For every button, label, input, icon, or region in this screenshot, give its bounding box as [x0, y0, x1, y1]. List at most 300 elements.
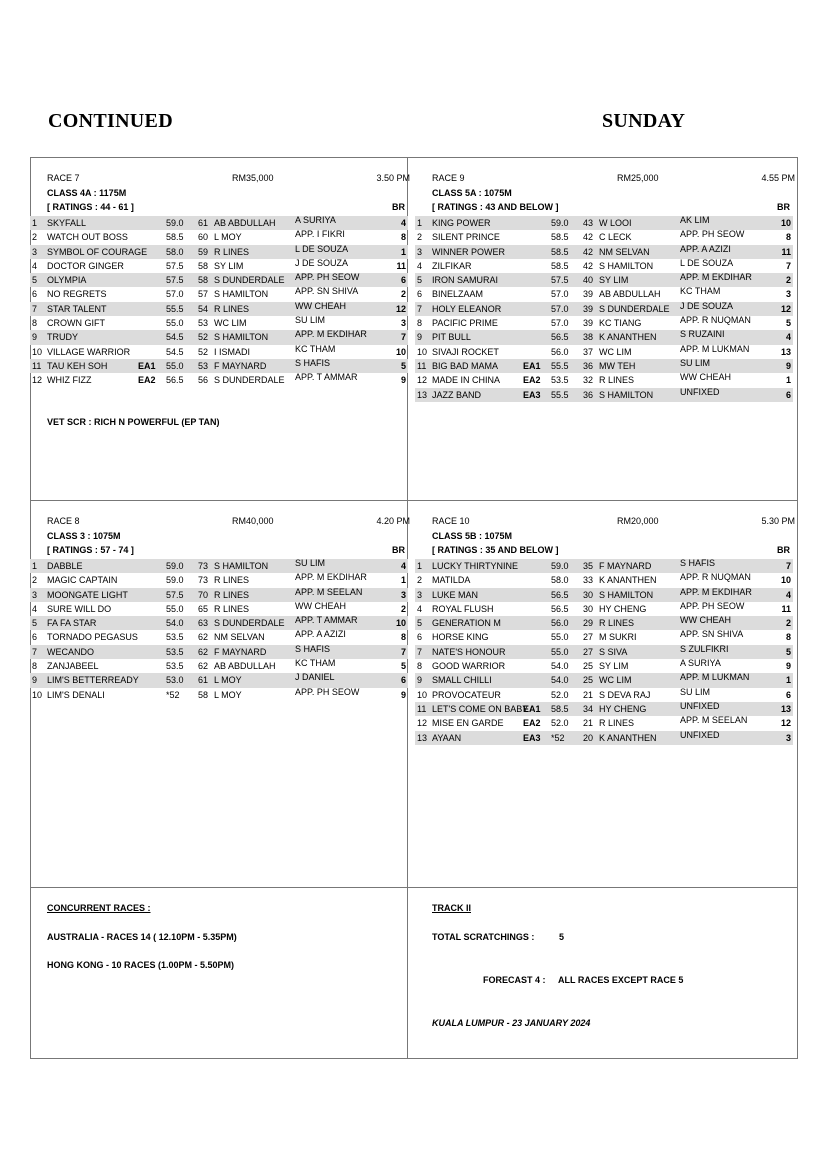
barrier: 3: [400, 589, 406, 600]
horse-name: MADE IN CHINA: [432, 375, 501, 386]
barrier: 8: [785, 232, 791, 243]
forecast-value: ALL RACES EXCEPT RACE 5: [558, 975, 684, 985]
weight: 57.0: [551, 318, 569, 329]
track-label: TRACK II: [432, 903, 471, 913]
runner-table: [30, 216, 408, 388]
weight: 53.5: [166, 632, 184, 643]
concurrent-hongkong: HONG KONG - 10 RACES (1.00PM - 5.50PM): [47, 960, 235, 970]
rating: 60: [198, 232, 209, 243]
jockey: KC TIANG: [599, 318, 642, 329]
jockey: S SIVA: [599, 646, 628, 657]
rating: 53: [198, 318, 209, 329]
trainer: A SURIYA: [680, 658, 721, 669]
weight: 58.5: [551, 703, 569, 714]
horse-name: FA FA STAR: [47, 618, 97, 629]
horse-name: KING POWER: [432, 218, 491, 228]
jockey: K ANANTHEN: [599, 575, 657, 586]
runner-number: 12: [32, 375, 43, 386]
runner-number: 12: [417, 375, 428, 386]
weight: 55.0: [166, 318, 184, 329]
trainer: KC THAM: [295, 343, 336, 354]
horse-name: PACIFIC PRIME: [432, 318, 498, 329]
horse-name: HOLY ELEANOR: [432, 303, 502, 314]
runner-number: 6: [32, 289, 38, 300]
table-row: [415, 230, 793, 244]
weight: 57.0: [166, 289, 184, 300]
row-divider-1: [30, 500, 798, 501]
header-continued: CONTINUED: [48, 110, 173, 132]
runner-number: 3: [32, 246, 38, 257]
horse-name: TORNADO PEGASUS: [47, 632, 138, 643]
rating: 63: [198, 618, 209, 629]
jockey: C LECK: [599, 232, 632, 243]
horse-name: ZILFIKAR: [432, 260, 472, 271]
jockey: AB ABDULLAH: [599, 289, 661, 300]
weight: 56.0: [551, 618, 569, 629]
rating: 20: [583, 732, 594, 743]
weight: 55.0: [166, 360, 184, 371]
barrier: 5: [785, 318, 791, 329]
weight: 59.0: [166, 561, 184, 571]
barrier: 9: [400, 375, 406, 386]
runner-number: 10: [417, 689, 428, 700]
race-title: RACE 9: [432, 173, 465, 183]
race-title: RACE 7: [47, 173, 80, 183]
weight: 57.5: [166, 589, 184, 600]
rating: 73: [198, 575, 209, 586]
trainer: APP. A AZIZI: [680, 243, 731, 254]
horse-name: LIM'S BETTERREADY: [47, 675, 139, 686]
table-row: [415, 673, 793, 687]
table-row: [30, 216, 408, 230]
barrier: 7: [400, 332, 406, 343]
horse-name: WINNER POWER: [432, 246, 505, 257]
horse-name: SKYFALL: [47, 218, 87, 228]
trainer: APP. M EKDIHAR: [295, 329, 367, 340]
jockey: MW TEH: [599, 360, 636, 371]
weight: 53.5: [166, 661, 184, 672]
runner-number: 5: [32, 275, 38, 286]
jockey: R LINES: [599, 718, 635, 729]
place-date: KUALA LUMPUR - 23 JANUARY 2024: [432, 1018, 591, 1028]
trainer: S HAFIS: [295, 643, 331, 654]
rating: 40: [583, 275, 594, 286]
table-row: [415, 716, 793, 730]
barrier: 9: [400, 689, 406, 700]
trainer: SU LIM: [295, 315, 326, 326]
horse-name: LET'S COME ON BABY: [432, 703, 529, 714]
barrier: 10: [395, 618, 406, 629]
runner-number: 8: [417, 318, 423, 329]
table-row: [415, 359, 793, 373]
runner-number: 5: [32, 618, 38, 629]
barrier: 6: [785, 689, 791, 700]
jockey: S DUNDERDALE: [214, 275, 285, 286]
jockey: W LOOI: [599, 218, 632, 228]
barrier: 6: [400, 675, 406, 686]
table-row: [415, 731, 793, 745]
barrier: 1: [785, 675, 791, 686]
runner-number: 2: [32, 575, 38, 586]
table-row: [30, 287, 408, 301]
trainer: SU LIM: [680, 357, 711, 368]
barrier: 6: [400, 275, 406, 286]
rating: 27: [583, 632, 594, 643]
runner-number: 4: [32, 260, 38, 271]
barrier: 8: [785, 632, 791, 643]
runner-number: 7: [32, 646, 38, 657]
race-title: RACE 8: [47, 516, 80, 526]
horse-name: DOCTOR GINGER: [47, 260, 124, 271]
trainer: APP. M SEELAN: [680, 715, 748, 726]
jockey: S HAMILTON: [599, 589, 654, 600]
weight: 58.0: [551, 575, 569, 586]
rating: 58: [198, 260, 209, 271]
horse-name: WHIZ FIZZ: [47, 375, 92, 386]
race-prize: RM25,000: [617, 173, 659, 183]
jockey: NM SELVAN: [214, 632, 265, 643]
race-rating: [ RATINGS : 35 AND BELOW ]: [432, 545, 559, 555]
jockey: AB ABDULLAH: [214, 218, 276, 228]
runner-number: 8: [417, 661, 423, 672]
horse-name: MAGIC CAPTAIN: [47, 575, 118, 586]
weight: 54.5: [166, 332, 184, 343]
weight: 53.5: [551, 375, 569, 386]
weight: 58.5: [166, 232, 184, 243]
jockey: R LINES: [214, 603, 250, 614]
weight: 58.5: [551, 246, 569, 257]
jockey: S DEVA RAJ: [599, 689, 651, 700]
rating: 52: [198, 346, 209, 357]
race-time: 4.55 PM: [761, 173, 795, 183]
jockey: R LINES: [214, 575, 250, 586]
emergency-code: EA2: [138, 375, 156, 386]
weight: 59.0: [166, 218, 184, 228]
rating: 33: [583, 575, 594, 586]
horse-name: BIG BAD MAMA: [432, 360, 499, 371]
weight: 57.0: [551, 289, 569, 300]
table-row: [415, 602, 793, 616]
trainer: KC THAM: [295, 658, 336, 669]
trainer: APP. M EKDIHAR: [680, 272, 752, 283]
barrier: 13: [780, 703, 791, 714]
barrier-header: BR: [392, 202, 405, 212]
rating: 25: [583, 675, 594, 686]
barrier: 12: [395, 303, 406, 314]
jockey: S DUNDERDALE: [599, 303, 670, 314]
table-row: [415, 630, 793, 644]
trainer: APP. M EKDIHAR: [295, 572, 367, 583]
barrier: 12: [780, 718, 791, 729]
weight: 55.0: [551, 632, 569, 643]
barrier: 9: [785, 360, 791, 371]
jockey: F MAYNARD: [214, 360, 267, 371]
race-class: CLASS 3 : 1075M: [47, 531, 121, 541]
barrier: 5: [400, 661, 406, 672]
emergency-code: EA1: [523, 360, 541, 371]
rating: 56: [198, 375, 209, 386]
horse-name: ROYAL FLUSH: [432, 603, 494, 614]
runner-number: 9: [32, 332, 38, 343]
rating: 59: [198, 246, 209, 257]
runner-number: 6: [32, 632, 38, 643]
runner-number: 13: [417, 389, 428, 400]
trainer: UNFIXED: [680, 386, 720, 397]
runner-number: 6: [417, 289, 423, 300]
barrier: 2: [785, 618, 791, 629]
weight: 57.0: [551, 303, 569, 314]
trainer: WW CHEAH: [680, 372, 731, 383]
race-time: 4.20 PM: [376, 516, 410, 526]
barrier: 4: [785, 332, 791, 343]
trainer: S RUZAINI: [680, 329, 725, 340]
rating: 39: [583, 318, 594, 329]
rating: 29: [583, 618, 594, 629]
runner-number: 9: [417, 332, 423, 343]
trainer: J DE SOUZA: [295, 257, 349, 268]
table-row: [30, 616, 408, 630]
barrier: 7: [400, 646, 406, 657]
runner-number: 5: [417, 275, 423, 286]
total-scratchings-value: 5: [559, 932, 565, 942]
race-time: 5.30 PM: [761, 516, 795, 526]
trainer: APP. M EKDIHAR: [680, 586, 752, 597]
jockey: SY LIM: [599, 275, 629, 286]
trainer: SU LIM: [295, 558, 326, 568]
runner-number: 4: [417, 603, 423, 614]
barrier-header: BR: [777, 545, 790, 555]
horse-name: MOONGATE LIGHT: [47, 589, 128, 600]
rating: 30: [583, 589, 594, 600]
barrier: 4: [785, 589, 791, 600]
runner-number: 3: [417, 246, 423, 257]
weight: 54.0: [166, 618, 184, 629]
trainer: S ZULFIKRI: [680, 643, 729, 654]
runner-number: 1: [417, 218, 423, 228]
runner-number: 8: [32, 661, 38, 672]
barrier: 6: [785, 389, 791, 400]
weight: *52: [166, 689, 180, 700]
horse-name: AYAAN: [432, 732, 462, 743]
jockey: HY CHENG: [599, 703, 647, 714]
header-sunday: SUNDAY: [602, 110, 686, 132]
runner-number: 7: [417, 646, 423, 657]
jockey: K ANANTHEN: [599, 732, 657, 743]
weight: 55.5: [551, 389, 569, 400]
concurrent-races-title: CONCURRENT RACES :: [47, 903, 151, 913]
weight: 56.5: [166, 375, 184, 386]
total-scratchings-label: TOTAL SCRATCHINGS :: [432, 932, 535, 942]
runner-number: 2: [417, 575, 423, 586]
runner-number: 4: [32, 603, 38, 614]
runner-number: 9: [417, 675, 423, 686]
jockey: L MOY: [214, 689, 242, 700]
trainer: APP. PH SEOW: [295, 272, 360, 283]
barrier: 11: [396, 260, 406, 271]
table-row: [30, 345, 408, 359]
weight: 56.5: [551, 603, 569, 614]
horse-name: JAZZ BAND: [432, 389, 482, 400]
horse-name: CROWN GIFT: [47, 318, 105, 329]
barrier: 12: [780, 303, 791, 314]
runner-number: 10: [32, 689, 43, 700]
runner-number: 4: [417, 260, 423, 271]
concurrent-australia: AUSTRALIA - RACES 14 ( 12.10PM - 5.35PM): [47, 932, 237, 942]
barrier: 13: [780, 346, 791, 357]
horse-name: MISE EN GARDE: [432, 718, 504, 729]
rating: 36: [583, 389, 594, 400]
trainer: SU LIM: [680, 686, 711, 697]
rating: 32: [583, 375, 594, 386]
jockey: L MOY: [214, 232, 242, 243]
rating: 42: [583, 260, 594, 271]
runner-number: 12: [417, 718, 428, 729]
jockey: R LINES: [214, 589, 250, 600]
horse-name: PROVOCATEUR: [432, 689, 501, 700]
jockey: HY CHENG: [599, 603, 647, 614]
table-row: [415, 245, 793, 259]
horse-name: BINELZAAM: [432, 289, 484, 300]
barrier: 2: [400, 603, 406, 614]
table-row: [415, 373, 793, 387]
horse-name: MATILDA: [432, 575, 471, 586]
horse-name: NATE'S HONOUR: [432, 646, 506, 657]
jockey: S HAMILTON: [214, 289, 269, 300]
runner-number: 7: [417, 303, 423, 314]
emergency-code: EA2: [523, 375, 541, 386]
weight: 55.5: [551, 360, 569, 371]
emergency-code: EA1: [523, 703, 541, 714]
race-title: RACE 10: [432, 516, 470, 526]
table-row: [30, 688, 408, 702]
jockey: S DUNDERDALE: [214, 618, 285, 629]
weight: 53.5: [166, 646, 184, 657]
table-row: [415, 287, 793, 301]
rating: 21: [583, 718, 594, 729]
runner-number: 3: [32, 589, 38, 600]
barrier: 4: [400, 218, 406, 228]
horse-name: WATCH OUT BOSS: [47, 232, 128, 243]
runner-number: 11: [417, 360, 427, 371]
race-rating: [ RATINGS : 43 AND BELOW ]: [432, 202, 559, 212]
table-row: [415, 345, 793, 359]
runner-number: 1: [32, 561, 38, 571]
jockey: F MAYNARD: [599, 561, 652, 571]
horse-name: LUKE MAN: [432, 589, 479, 600]
weight: 56.5: [551, 332, 569, 343]
trainer: A SURIYA: [295, 215, 336, 225]
rating: 36: [583, 360, 594, 371]
jockey: S HAMILTON: [214, 561, 269, 571]
rating: 43: [583, 218, 594, 228]
trainer: APP. SN SHIVA: [680, 629, 744, 640]
weight: 55.5: [166, 303, 184, 314]
barrier: 10: [780, 575, 791, 586]
trainer: UNFIXED: [680, 700, 720, 711]
barrier: 2: [785, 275, 791, 286]
weight: 56.0: [551, 346, 569, 357]
trainer: APP. PH SEOW: [295, 686, 360, 697]
weight: 59.0: [551, 218, 569, 228]
race-time: 3.50 PM: [376, 173, 410, 183]
rating: 62: [198, 646, 209, 657]
table-row: [30, 659, 408, 673]
barrier: 8: [400, 232, 406, 243]
runner-table: [30, 559, 408, 702]
rating: 42: [583, 246, 594, 257]
runner-number: 5: [417, 618, 423, 629]
weight: 58.5: [551, 232, 569, 243]
race-prize: RM40,000: [232, 516, 274, 526]
jockey: R LINES: [214, 246, 250, 257]
emergency-code: EA3: [523, 732, 541, 743]
runner-table: [415, 559, 793, 745]
jockey: AB ABDULLAH: [214, 661, 276, 672]
runner-number: 2: [417, 232, 423, 243]
jockey: SY LIM: [599, 661, 629, 672]
horse-name: SYMBOL OF COURAGE: [47, 246, 148, 257]
trainer: APP. M LUKMAN: [680, 343, 750, 354]
runner-number: 10: [417, 346, 428, 357]
runner-number: 9: [32, 675, 38, 686]
table-row: [415, 316, 793, 330]
rating: 52: [198, 332, 209, 343]
barrier-header: BR: [392, 545, 405, 555]
race-prize: RM35,000: [232, 173, 274, 183]
runner-number: 11: [32, 360, 42, 371]
horse-name: DABBLE: [47, 561, 83, 571]
horse-name: SMALL CHILLI: [432, 675, 492, 686]
table-row: [30, 588, 408, 602]
jockey: NM SELVAN: [599, 246, 650, 257]
barrier: 5: [785, 646, 791, 657]
barrier: 11: [781, 603, 791, 614]
trainer: APP. M SEELAN: [295, 586, 363, 597]
weight: 57.5: [166, 260, 184, 271]
vet-scratch-note: VET SCR : RICH N POWERFUL (EP TAN): [47, 417, 220, 427]
rating: 37: [583, 346, 594, 357]
barrier: 5: [400, 360, 406, 371]
barrier: 11: [781, 246, 791, 257]
jockey: F MAYNARD: [214, 646, 267, 657]
jockey: S HAMILTON: [599, 389, 654, 400]
horse-name: ZANJABEEL: [47, 661, 99, 672]
rating: 42: [583, 232, 594, 243]
rating: 38: [583, 332, 594, 343]
race-rating: [ RATINGS : 57 - 74 ]: [47, 545, 134, 555]
jockey: WC LIM: [599, 346, 632, 357]
horse-name: SILENT PRINCE: [432, 232, 500, 243]
horse-name: HORSE KING: [432, 632, 489, 643]
barrier: 1: [400, 575, 406, 586]
jockey: K ANANTHEN: [599, 332, 657, 343]
runner-number: 1: [417, 561, 423, 571]
barrier-header: BR: [777, 202, 790, 212]
table-row: [30, 245, 408, 259]
trainer: APP. R NUQMAN: [680, 315, 751, 326]
table-row: [415, 388, 793, 402]
trainer: APP. T AMMAR: [295, 372, 358, 383]
table-row: [30, 630, 408, 644]
barrier: 3: [785, 289, 791, 300]
barrier: 9: [785, 661, 791, 672]
weight: *52: [551, 732, 565, 743]
weight: 59.0: [551, 561, 569, 571]
table-row: [30, 330, 408, 344]
race-class: CLASS 5B : 1075M: [432, 531, 513, 541]
runner-table: [415, 216, 793, 402]
weight: 58.0: [166, 246, 184, 257]
